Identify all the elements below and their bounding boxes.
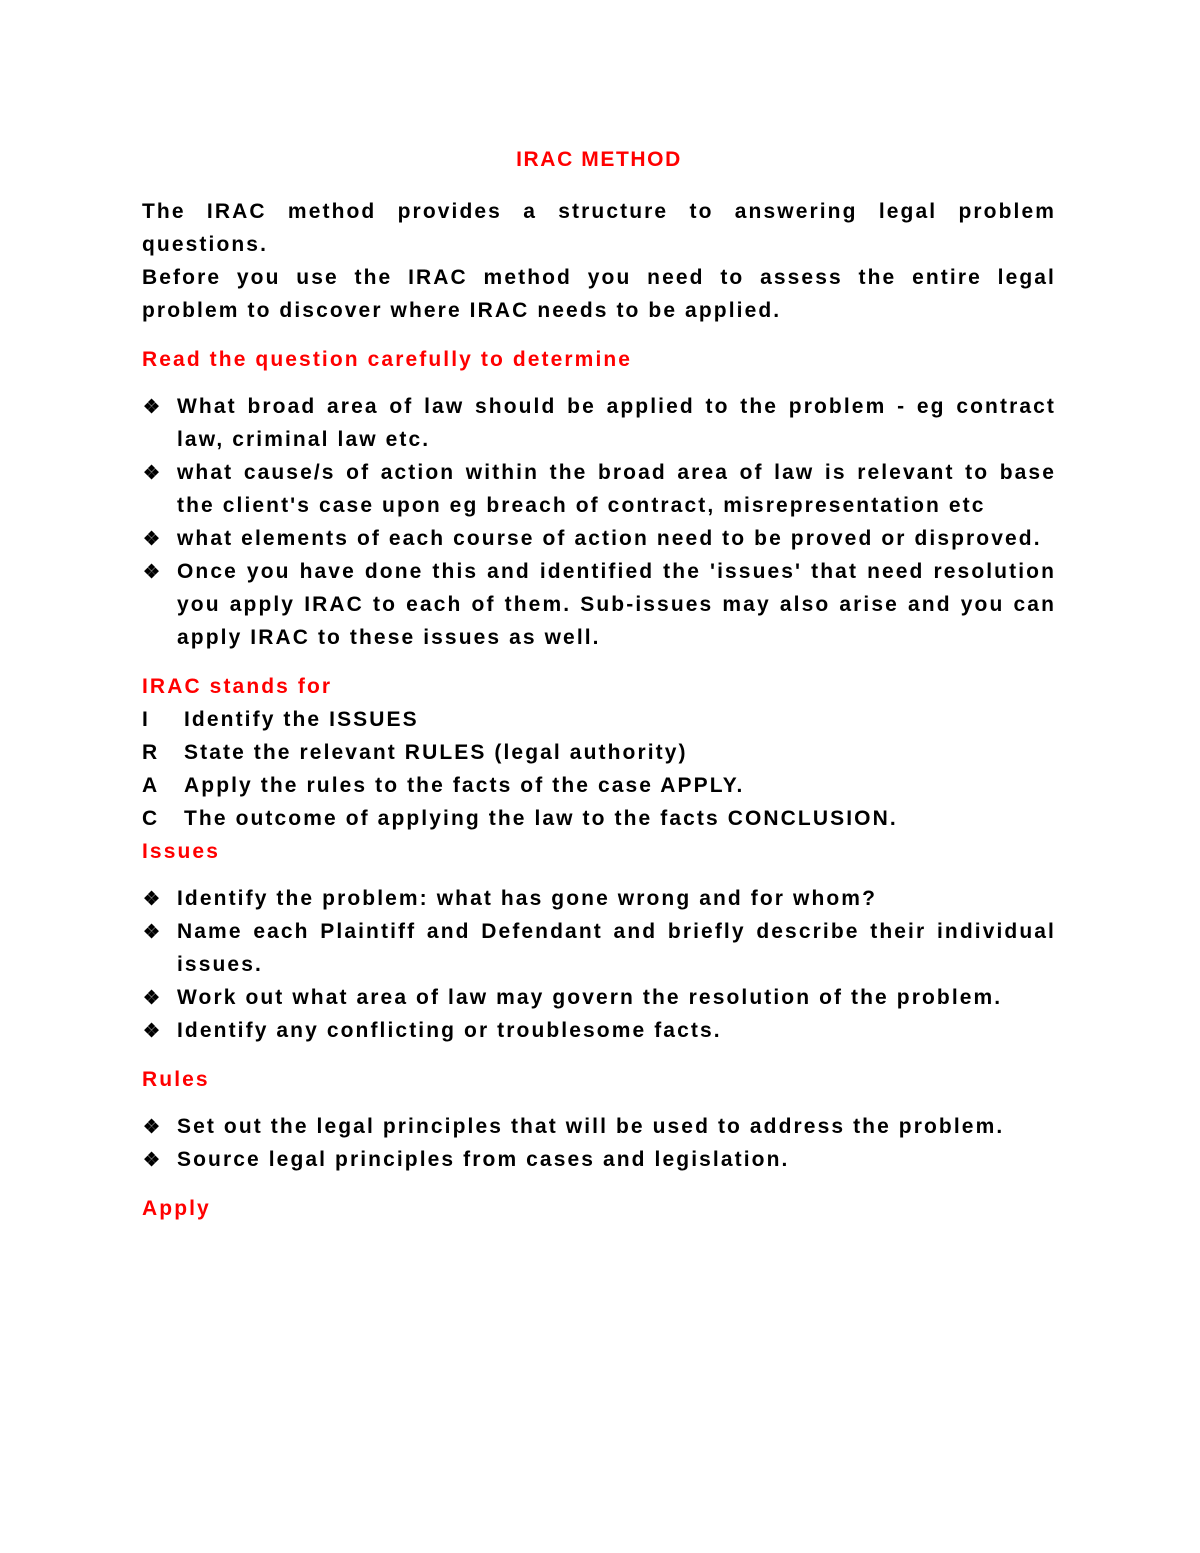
irac-text: Apply the rules to the facts of the case APPLY.: [184, 774, 745, 797]
list-item: [142, 1014, 1056, 1047]
four-petal-diamond-icon: ❖: [143, 529, 161, 550]
list-item-text: what cause/s of action within the broad area of law is relevant to base the client's case upon eg breach of contract, misrepresentation etc: [177, 461, 1056, 517]
irac-letter: I: [142, 708, 150, 731]
rules-section-heading: Rules: [142, 1068, 210, 1091]
four-petal-diamond-icon: ❖: [143, 1021, 161, 1042]
list-item-text: Name each Plaintiff and Defendant and briefly describe their individual issues.: [177, 920, 1056, 976]
list-item: [142, 915, 1056, 981]
list-item: [142, 390, 1056, 456]
stands-section-heading: IRAC stands for: [142, 675, 333, 698]
read-section-list: [142, 390, 1056, 654]
list-item-text: Once you have done this and identified the 'issues' that need resolution you apply IRAC to each of them. Sub-issues may also arise and you can apply IRAC to these issues as well.: [177, 560, 1056, 649]
four-petal-diamond-icon: ❖: [143, 463, 161, 484]
irac-letter: C: [142, 807, 160, 830]
document-title: IRAC METHOD: [516, 148, 682, 171]
four-petal-diamond-icon: ❖: [143, 562, 161, 583]
list-item-text: Work out what area of law may govern the resolution of the problem.: [177, 986, 1003, 1009]
list-item: [142, 1110, 1056, 1143]
list-item: [142, 1143, 1056, 1176]
four-petal-diamond-icon: ❖: [143, 889, 161, 910]
irac-row-conclusion: [142, 802, 1056, 835]
list-item-text: what elements of each course of action need to be proved or disproved.: [177, 527, 1042, 550]
intro-paragraph-1: The IRAC method provides a structure to answering legal problem questions.: [142, 200, 1056, 256]
irac-row-apply: [142, 769, 1056, 802]
list-item: [142, 555, 1056, 654]
list-item-text: Identify the problem: what has gone wrong and for whom?: [177, 887, 878, 910]
four-petal-diamond-icon: ❖: [143, 397, 161, 418]
irac-letter: R: [142, 741, 160, 764]
irac-text: Identify the ISSUES: [184, 708, 419, 731]
list-item-text: Source legal principles from cases and legislation.: [177, 1148, 790, 1171]
irac-acronym-list: [142, 703, 1056, 835]
read-section-heading: Read the question carefully to determine: [142, 348, 633, 371]
four-petal-diamond-icon: ❖: [143, 922, 161, 943]
apply-section-heading: Apply: [142, 1197, 211, 1220]
list-item-text: What broad area of law should be applied to the problem - eg contract law, criminal law etc.: [177, 395, 1056, 451]
list-item: [142, 522, 1056, 555]
list-item: [142, 981, 1056, 1014]
four-petal-diamond-icon: ❖: [143, 1117, 161, 1138]
rules-section-list: [142, 1110, 1056, 1176]
irac-row-rules: [142, 736, 1056, 769]
intro-paragraph-2: Before you use the IRAC method you need to assess the entire legal problem to discover where IRAC needs to be applied.: [142, 266, 1056, 322]
document-page: [142, 143, 1056, 1225]
four-petal-diamond-icon: ❖: [143, 988, 161, 1009]
list-item-text: Identify any conflicting or troublesome facts.: [177, 1019, 722, 1042]
irac-letter: A: [142, 774, 160, 797]
issues-section-heading: Issues: [142, 840, 220, 863]
irac-text: The outcome of applying the law to the facts CONCLUSION.: [184, 807, 898, 830]
list-item: [142, 456, 1056, 522]
irac-row-issues: [142, 703, 1056, 736]
list-item: [142, 882, 1056, 915]
four-petal-diamond-icon: ❖: [143, 1150, 161, 1171]
irac-text: State the relevant RULES (legal authority): [184, 741, 688, 764]
issues-section-list: [142, 882, 1056, 1047]
list-item-text: Set out the legal principles that will be used to address the problem.: [177, 1115, 1005, 1138]
